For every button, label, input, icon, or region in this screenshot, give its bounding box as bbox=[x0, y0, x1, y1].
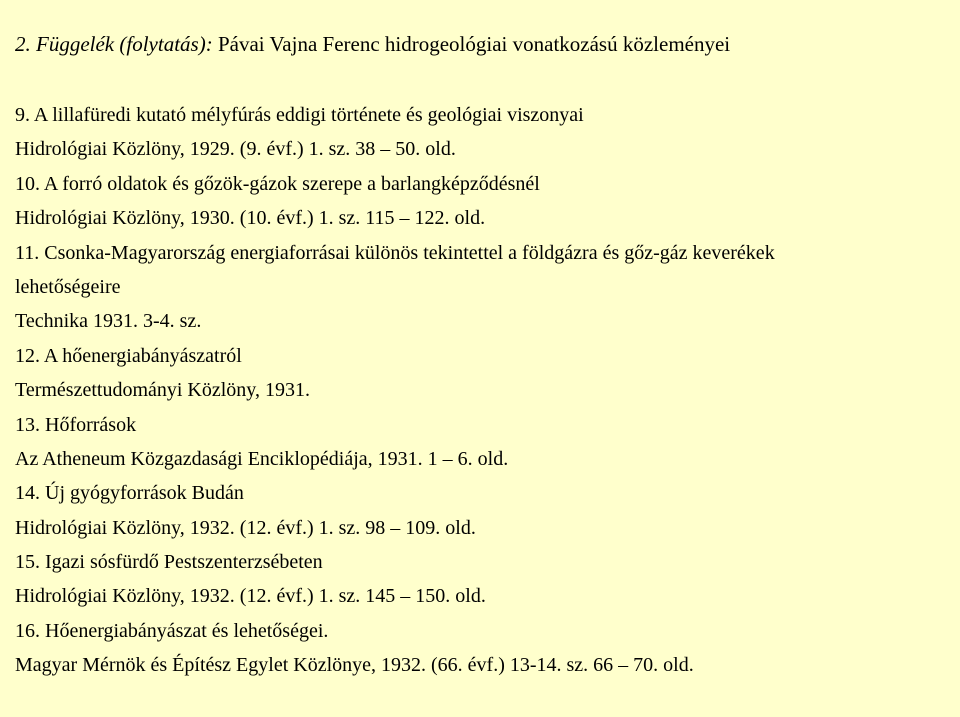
pub-12-source: Természettudományi Közlöny, 1931. bbox=[15, 379, 311, 402]
pub-15-title: 15. Igazi sósfürdő Pestszenterzsébeten bbox=[15, 551, 323, 574]
publication-list bbox=[15, 98, 950, 683]
pub-16-source: Magyar Mérnök és Építész Egylet Közlönye, 1932. (66. évf.) 13-14. sz. 66 – 70. old. bbox=[15, 654, 694, 677]
page-title bbox=[15, 32, 730, 57]
pub-13-title: 13. Hőforrások bbox=[15, 413, 137, 436]
pub-11-title: 11. Csonka-Magyarország energiaforrásai különös tekintettel a földgázra és gőz-gáz keverékek bbox=[15, 241, 775, 264]
title-main: Pávai Vajna Ferenc hidrogeológiai vonatkozású közleményei bbox=[212, 32, 731, 56]
pub-14-source: Hidrológiai Közlöny, 1932. (12. évf.) 1. sz. 98 – 109. old. bbox=[15, 516, 476, 539]
pub-10-source: Hidrológiai Közlöny, 1930. (10. évf.) 1. sz. 115 – 122. old. bbox=[15, 207, 486, 230]
pub-10-title: 10. A forró oldatok és gőzök-gázok szerepe a barlangképződésnél bbox=[15, 172, 540, 195]
pub-9-title: 9. A lillafüredi kutató mélyfúrás eddigi története és geológiai viszonyai bbox=[15, 104, 584, 126]
pub-9-source: Hidrológiai Közlöny, 1929. (9. évf.) 1. sz. 38 – 50. old. bbox=[15, 138, 456, 161]
pub-11-source: Technika 1931. 3-4. sz. bbox=[15, 310, 202, 333]
pub-14-title: 14. Új gyógyforrások Budán bbox=[15, 482, 244, 505]
pub-12-title: 12. A hőenergiabányászatról bbox=[15, 344, 242, 367]
pub-13-source: Az Atheneum Közgazdasági Enciklopédiája, 1931. 1 – 6. old. bbox=[15, 447, 509, 470]
title-prefix: 2. Függelék (folytatás): bbox=[15, 32, 213, 56]
pub-15-source: Hidrológiai Közlöny, 1932. (12. évf.) 1. sz. 145 – 150. old. bbox=[15, 585, 486, 608]
pub-11-title-cont: lehetőségeire bbox=[15, 275, 121, 298]
pub-16-title: 16. Hőenergiabányászat és lehetőségei. bbox=[15, 619, 329, 642]
